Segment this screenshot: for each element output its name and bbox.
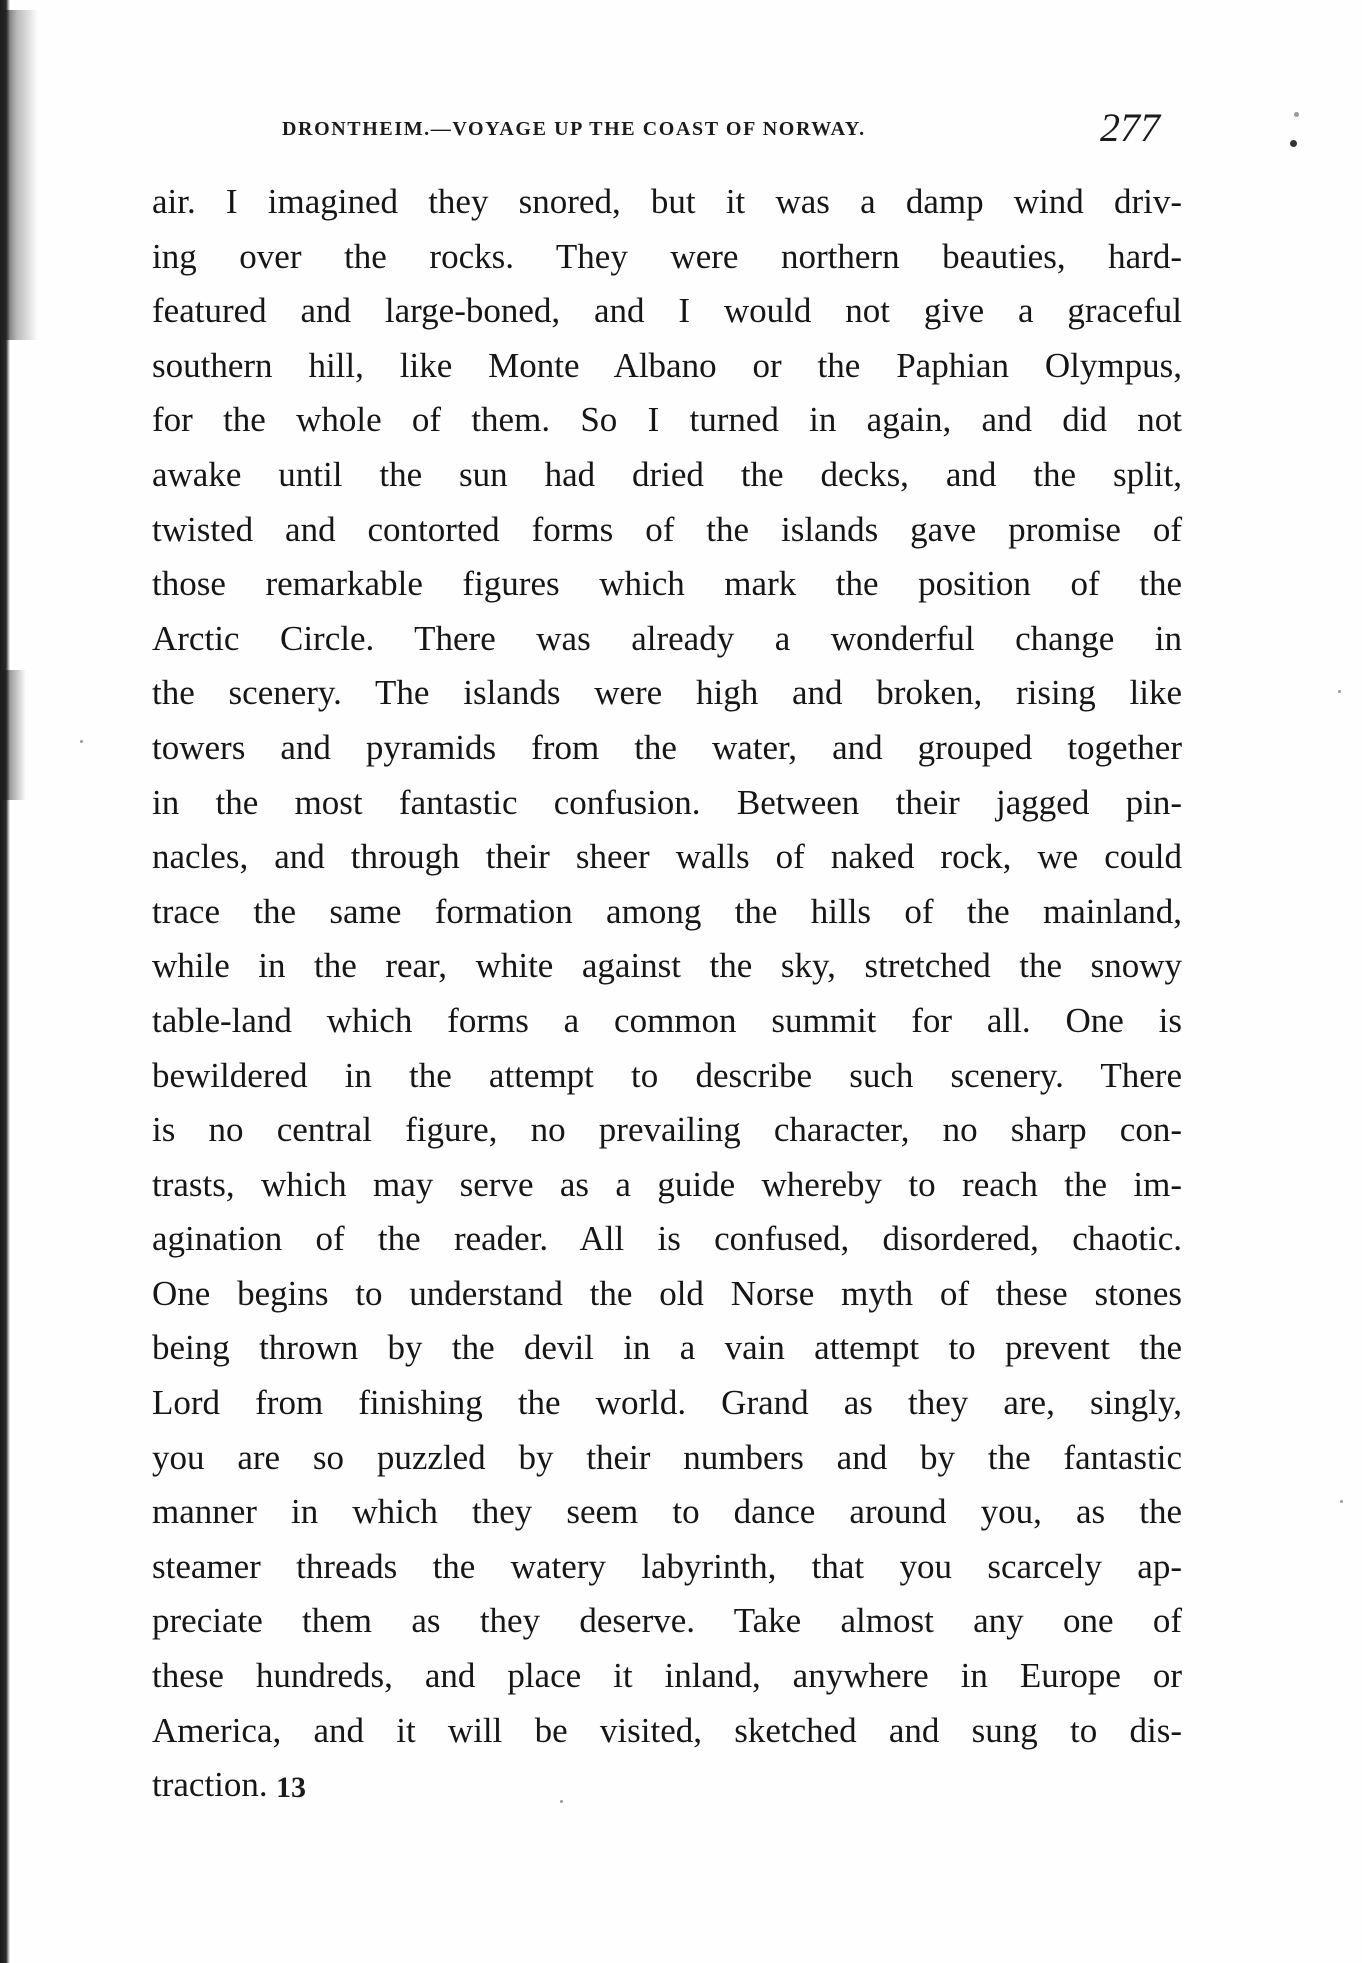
- text-line: manner in which they seem to dance around you, as the: [152, 1492, 1182, 1532]
- text-line: America, and it will be visited, sketched and sung to dis-: [152, 1710, 1182, 1750]
- scan-speck: [1340, 1500, 1343, 1503]
- running-head: DRONTHEIM.—VOYAGE UP THE COAST OF NORWAY.: [282, 118, 866, 140]
- text-line: steamer threads the watery labyrinth, that you scarcely ap-: [152, 1546, 1182, 1586]
- scan-speck: [560, 1800, 563, 1803]
- text-line: the scenery. The islands were high and broken, rising like: [152, 673, 1182, 713]
- text-line: is no central figure, no prevailing character, no sharp con-: [152, 1110, 1182, 1150]
- text-line: air. I imagined they snored, but it was a damp wind driv-: [152, 182, 1182, 221]
- scan-shadow-top: [0, 10, 38, 340]
- text-line: One begins to understand the old Norse myth of these stones: [152, 1273, 1182, 1313]
- text-line: these hundreds, and place it inland, anywhere in Europe or: [152, 1656, 1182, 1696]
- text-line: being thrown by the devil in a vain attempt to prevent the: [152, 1328, 1182, 1368]
- text-line: while in the rear, white against the sky, stretched the snowy: [152, 946, 1182, 986]
- page-number: 277: [1100, 105, 1160, 150]
- text-line: Lord from finishing the world. Grand as they are, singly,: [152, 1383, 1182, 1423]
- text-line: traction.: [152, 1765, 268, 1805]
- text-line: you are so puzzled by their numbers and by the fantastic: [152, 1437, 1182, 1477]
- scan-speck: [1290, 140, 1297, 147]
- text-line: featured and large-boned, and I would not give a graceful: [152, 291, 1182, 331]
- text-line: table-land which forms a common summit for all. One is: [152, 1000, 1182, 1040]
- scan-speck: [1338, 690, 1341, 693]
- scan-speck: [80, 740, 83, 743]
- scan-speck: [1294, 112, 1299, 117]
- text-line: in the most fantastic confusion. Between their jagged pin-: [152, 782, 1182, 822]
- text-line: preciate them as they deserve. Take almost any one of: [152, 1601, 1182, 1641]
- text-line: for the whole of them. So I turned in again, and did not: [152, 400, 1182, 440]
- body-text: [152, 175, 1182, 1813]
- page-header: [282, 105, 1182, 162]
- text-line: awake until the sun had dried the decks, and the split,: [152, 454, 1182, 494]
- text-line: towers and pyramids from the water, and grouped together: [152, 727, 1182, 767]
- signature-mark: 13: [276, 1771, 306, 1804]
- scan-shadow-middle: [0, 670, 26, 800]
- text-line: those remarkable figures which mark the position of the: [152, 564, 1182, 604]
- text-line: agination of the reader. All is confused, disordered, chaotic.: [152, 1219, 1182, 1259]
- text-line: nacles, and through their sheer walls of naked rock, we could: [152, 837, 1182, 877]
- text-line: trace the same formation among the hills of the mainland,: [152, 891, 1182, 931]
- text-line: ing over the rocks. They were northern beauties, hard-: [152, 236, 1182, 276]
- text-line: Arctic Circle. There was already a wonderful change in: [152, 618, 1182, 658]
- text-line: bewildered in the attempt to describe such scenery. There: [152, 1055, 1182, 1095]
- text-line: twisted and contorted forms of the islands gave promise of: [152, 509, 1182, 549]
- text-line: southern hill, like Monte Albano or the Paphian Olympus,: [152, 345, 1182, 385]
- text-line: trasts, which may serve as a guide whereby to reach the im-: [152, 1164, 1182, 1204]
